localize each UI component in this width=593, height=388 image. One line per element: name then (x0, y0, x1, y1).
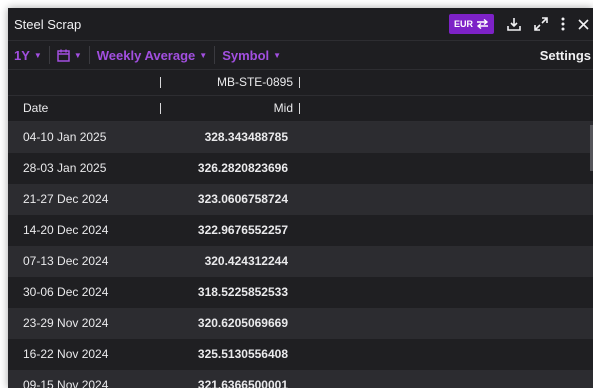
chevron-down-icon: ▼ (199, 50, 208, 60)
close-icon[interactable] (578, 19, 589, 30)
mid-column-header[interactable]: Mid (273, 101, 293, 115)
settings-button[interactable]: Settings (539, 47, 591, 63)
mid-cell: 323.0606758724 (197, 192, 288, 206)
column-divider (299, 77, 300, 88)
table-row[interactable] (8, 184, 593, 215)
mid-cell: 326.2820823696 (197, 161, 288, 175)
period-label: 1Y (14, 47, 30, 63)
mid-cell: 321.6366500001 (197, 378, 288, 388)
kebab-menu-icon[interactable] (561, 17, 565, 31)
date-cell: 16-22 Nov 2024 (23, 347, 109, 361)
mid-cell: 322.9676552257 (197, 223, 288, 237)
table-body (8, 122, 593, 388)
date-cell: 09-15 Nov 2024 (23, 378, 109, 388)
date-cell: 23-29 Nov 2024 (23, 316, 109, 330)
mid-cell: 318.5225852533 (197, 285, 288, 299)
date-cell: 30-06 Dec 2024 (23, 285, 109, 299)
average-dropdown[interactable] (90, 41, 214, 69)
table-row[interactable] (8, 370, 593, 388)
period-dropdown[interactable] (8, 41, 49, 69)
table-row[interactable] (8, 277, 593, 308)
chevron-down-icon: ▼ (73, 50, 82, 60)
chevron-down-icon: ▼ (273, 50, 282, 60)
currency-toggle-button[interactable] (449, 14, 494, 34)
mid-cell: 320.424312244 (204, 254, 288, 268)
title-bar (8, 8, 593, 41)
currency-label: EUR (453, 19, 473, 29)
date-cell: 04-10 Jan 2025 (23, 130, 107, 144)
table-row[interactable] (8, 153, 593, 184)
calendar-icon (57, 49, 70, 62)
date-cell: 28-03 Jan 2025 (23, 161, 107, 175)
mid-cell: 325.5130556408 (197, 347, 288, 361)
mid-cell: 320.6205069669 (197, 316, 288, 330)
table-row[interactable] (8, 215, 593, 246)
expand-icon[interactable] (534, 17, 548, 31)
average-label: Weekly Average (96, 47, 196, 63)
date-column-header[interactable]: Date (23, 101, 49, 115)
date-range-dropdown[interactable] (50, 41, 89, 69)
toolbar (8, 41, 593, 70)
widget-title: Steel Scrap (14, 16, 82, 32)
symbol-label: Symbol (222, 47, 270, 63)
table-row[interactable] (8, 246, 593, 277)
table-row[interactable] (8, 308, 593, 339)
table-row[interactable] (8, 339, 593, 370)
date-cell: 07-13 Dec 2024 (23, 254, 109, 268)
steel-scrap-widget (8, 8, 593, 388)
column-divider (299, 103, 300, 114)
table-row[interactable] (8, 122, 593, 153)
mid-cell: 328.343488785 (204, 130, 288, 144)
symbol-header-row (8, 70, 593, 96)
symbol-dropdown[interactable] (215, 41, 288, 69)
date-cell: 14-20 Dec 2024 (23, 223, 109, 237)
download-icon[interactable] (507, 17, 521, 31)
symbol-header: MB-STE-0895 (216, 75, 293, 89)
chevron-down-icon: ▼ (33, 50, 42, 60)
column-header-row (8, 96, 593, 122)
date-cell: 21-27 Dec 2024 (23, 192, 109, 206)
swap-arrows-icon (476, 19, 489, 29)
